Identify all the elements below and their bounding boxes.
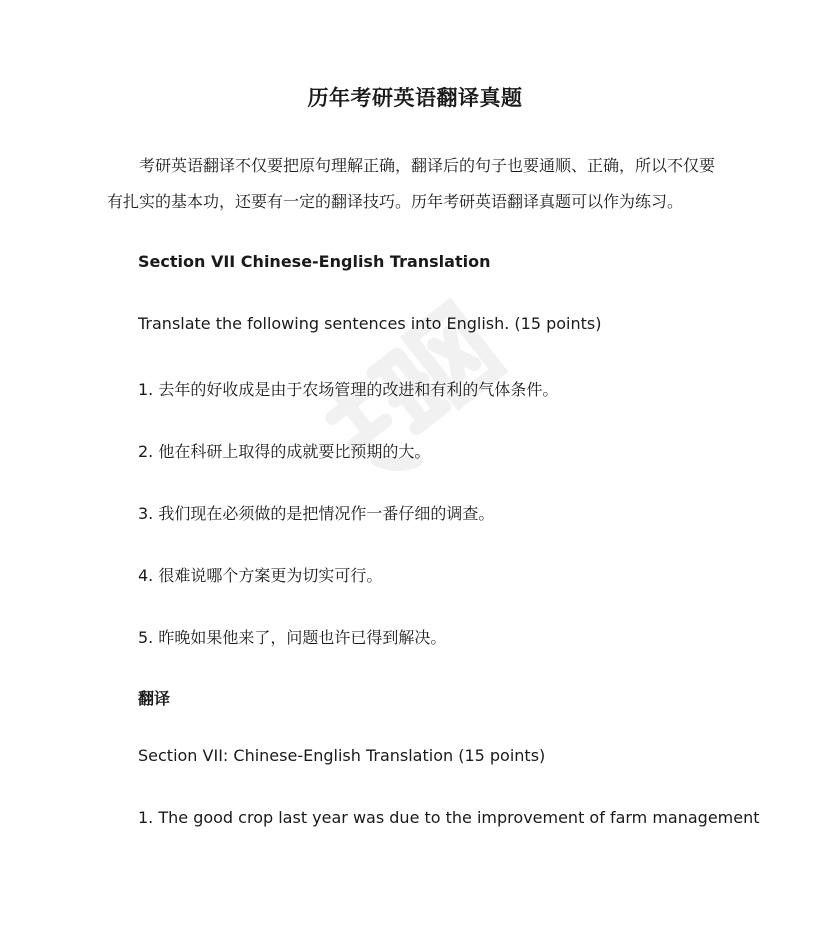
instruction-text: Translate the following sentences into English. (15 points) (138, 314, 602, 333)
translation-line: 1. The good crop last year was due to the improvement of farm management (138, 808, 760, 827)
section-heading: Section VII Chinese-English Translation (138, 252, 491, 271)
sentence-item: 4. 很难说哪个方案更为切实可行。 (138, 566, 383, 585)
translation-heading: 翻译 (138, 689, 171, 708)
document-title: 历年考研英语翻译真题 (307, 86, 523, 110)
sentence-item: 3. 我们现在必须做的是把情况作一番仔细的调查。 (138, 504, 495, 523)
intro-paragraph: 考研英语翻译不仅要把原句理解正确，翻译后的句子也要通顺、正确，所以不仅要有扎实的基本功，还要有一定的翻译技巧。历年考研英语翻译真题可以作为练习。 (107, 156, 716, 211)
sentence-item: 1. 去年的好收成是由于农场管理的改进和有利的气体条件。 (138, 380, 559, 399)
translation-section-title: Section VII: Chinese-English Translation (15 points) (138, 746, 546, 765)
sentence-item: 5. 昨晚如果他来了，问题也许已得到解决。 (138, 628, 447, 647)
sentence-item: 2. 他在科研上取得的成就要比预期的大。 (138, 442, 431, 461)
